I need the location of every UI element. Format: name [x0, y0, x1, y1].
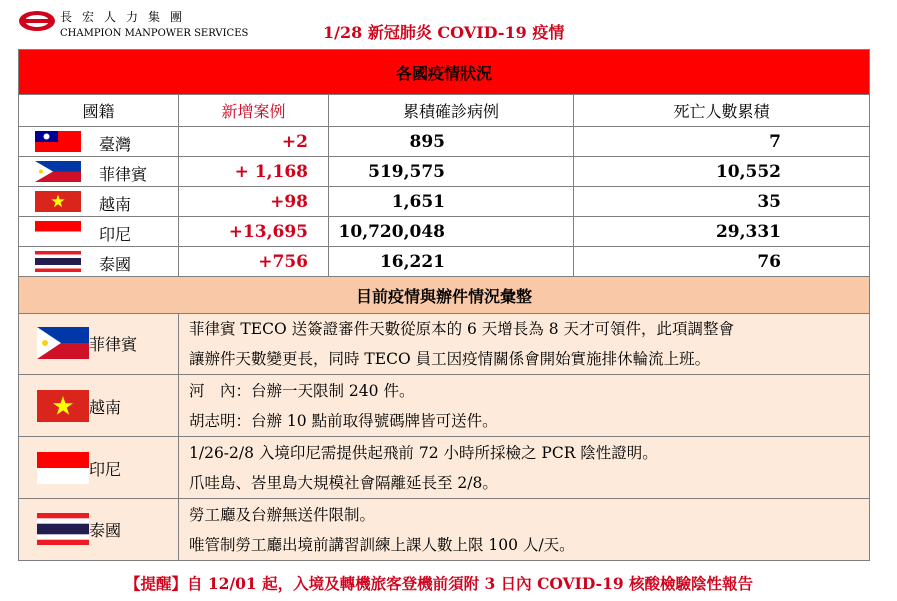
country-name: 臺灣	[99, 135, 132, 154]
page-title: 1/28 新冠肺炎 COVID-19 疫情	[323, 23, 565, 42]
philippines-flag-icon	[35, 161, 81, 182]
table-row	[19, 157, 870, 187]
info-row	[19, 375, 870, 437]
info-text	[179, 437, 870, 499]
cumulative-value: 895	[329, 127, 574, 157]
new-cases-value: +98	[179, 187, 329, 217]
company-name-cn: 長宏人力集團	[60, 10, 193, 24]
info-line: 胡志明：台辦 10 點前取得號碼牌皆可送件。	[189, 411, 498, 430]
status-section-title: 各國疫情狀況	[19, 50, 870, 95]
country-cell	[19, 314, 179, 375]
table-row	[19, 127, 870, 157]
deaths-value: 7	[574, 127, 870, 157]
philippines-flag-icon	[37, 327, 89, 359]
thailand-flag-icon	[37, 513, 89, 545]
new-cases-value: + 1,168	[179, 157, 329, 187]
indonesia-flag-icon	[37, 452, 89, 484]
country-name: 越南	[99, 195, 132, 214]
vietnam-flag-icon	[37, 390, 89, 422]
info-line: 1/26-2/8 入境印尼需提供起飛前 72 小時所採檢之 PCR 陰性證明。	[189, 443, 658, 462]
new-cases-value: +756	[179, 247, 329, 277]
deaths-value: 76	[574, 247, 870, 277]
country-cell	[19, 157, 179, 187]
column-header-row	[19, 95, 870, 127]
info-row	[19, 437, 870, 499]
info-line: 唯管制勞工廳出境前講習訓練上課人數上限 100 人/天。	[189, 535, 575, 554]
info-row	[19, 499, 870, 561]
info-line: 讓辦件天數變更長，同時 TECO 員工因疫情關係會開始實施排休輪流上班。	[189, 350, 711, 368]
country-name: 越南	[89, 398, 122, 417]
taiwan-flag-icon	[35, 131, 81, 152]
status-section-header	[19, 50, 870, 95]
deaths-value: 35	[574, 187, 870, 217]
column-header-deaths: 死亡人數累積	[574, 95, 870, 127]
cumulative-value: 16,221	[329, 247, 574, 277]
indonesia-flag-icon	[35, 221, 81, 242]
country-cell	[19, 127, 179, 157]
info-line: 勞工廳及台辦無送件限制。	[189, 505, 376, 524]
processing-section-title: 目前疫情與辦件情況彙整	[19, 277, 870, 314]
country-name: 印尼	[99, 225, 132, 244]
new-cases-value: +13,695	[179, 217, 329, 247]
info-line: 爪哇島、峇里島大規模社會隔離延長至 2/8。	[189, 473, 498, 492]
country-name: 菲律賓	[89, 335, 138, 354]
deaths-value: 29,331	[574, 217, 870, 247]
info-text	[179, 375, 870, 437]
reminder-note: 【提醒】自 12/01 起，入境及轉機旅客登機前須附 3 日內 COVID-19 核酸檢驗陰性報告	[125, 574, 754, 593]
country-name: 菲律賓	[99, 165, 148, 184]
new-cases-value: +2	[179, 127, 329, 157]
country-cell	[19, 217, 179, 247]
column-header-new-cases: 新增案例	[179, 95, 329, 127]
info-line: 河 內：台辦一天限制 240 件。	[189, 381, 415, 400]
page-header	[0, 0, 897, 48]
country-cell	[19, 187, 179, 217]
vietnam-flag-icon	[35, 191, 81, 212]
company-name-en: CHAMPION MANPOWER SERVICES	[60, 28, 249, 39]
cumulative-value: 10,720,048	[329, 217, 574, 247]
thailand-flag-icon	[35, 251, 81, 272]
deaths-value: 10,552	[574, 157, 870, 187]
country-name: 泰國	[99, 255, 132, 274]
info-text	[179, 314, 870, 375]
country-cell	[19, 247, 179, 277]
country-cell	[19, 499, 179, 561]
processing-section-header	[19, 277, 870, 314]
cumulative-value: 519,575	[329, 157, 574, 187]
country-cell	[19, 375, 179, 437]
company-logo-icon	[18, 10, 56, 32]
table-row	[19, 217, 870, 247]
table-row	[19, 187, 870, 217]
country-name: 印尼	[89, 460, 122, 479]
country-cell	[19, 437, 179, 499]
column-header-cumulative: 累積確診病例	[329, 95, 574, 127]
covid-status-table	[18, 49, 870, 561]
info-text	[179, 499, 870, 561]
info-row	[19, 314, 870, 375]
column-header-country: 國籍	[19, 95, 179, 127]
table-row	[19, 247, 870, 277]
cumulative-value: 1,651	[329, 187, 574, 217]
info-line: 菲律賓 TECO 送簽證審件天數從原本的 6 天增長為 8 天才可領件，此項調整會	[189, 320, 735, 338]
country-name: 泰國	[89, 521, 122, 540]
